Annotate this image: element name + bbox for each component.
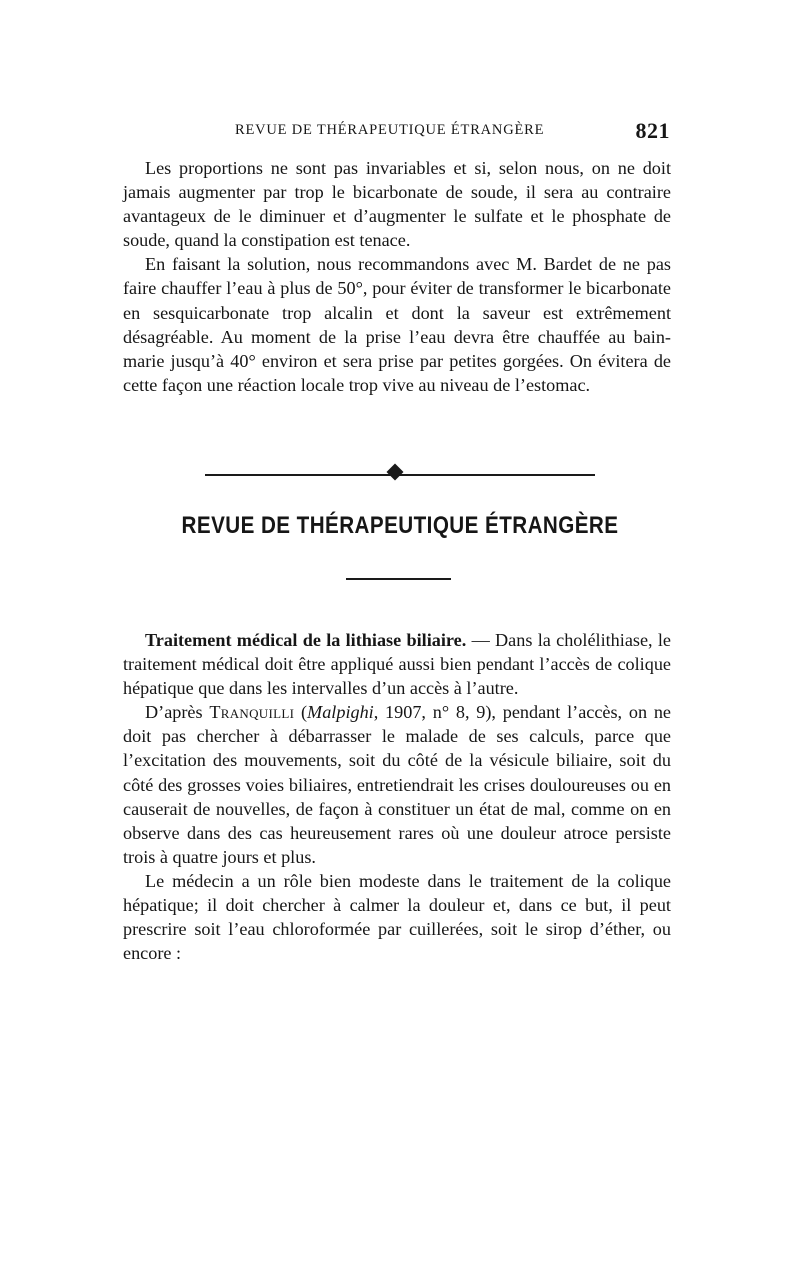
author-name: Tranquilli <box>209 702 295 723</box>
section-title: REVUE DE THÉRAPEUTIQUE ÉTRANGÈRE <box>181 512 619 539</box>
continued-text <box>123 156 671 397</box>
short-rule <box>346 578 451 580</box>
article-text <box>123 628 671 965</box>
running-title: REVUE DE THÉRAPEUTIQUE ÉTRANGÈRE <box>235 122 545 138</box>
page-number: 821 <box>635 118 670 143</box>
paragraph-body: , 1907, n° 8, 9), pendant l’accès, on ne doit pas chercher à débarrasser le malade de ses calculs, parce que l’excitation des mouvements, soit du côté de la vésicule biliaire, soit du côté des grosses voies biliaires, entretiendrait les crises douloureuses ou en causerait de nouvelles, de façon à constituer un état de mal, comme on en observe dans des cas heureusement rares où une douleur atroce persiste trois à quatre jours et plus. <box>123 702 671 867</box>
paragraph: En faisant la solution, nous recommandons avec M. Bardet de ne pas faire chauffer l’eau à plus de 50°, pour éviter de transformer le bicarbonate en sesquicarbonate trop alcalin et dont la saveur est extrêmement désagréable. Au moment de la prise l’eau devra être chauffée au bain-marie jusqu’à 40° environ et sera prise par petites gorgées. On évitera de cette façon une réaction locale trop vive au niveau de l’estomac. <box>123 254 671 395</box>
paragraph <box>123 700 671 869</box>
paragraph: Le médecin a un rôle bien modeste dans le traitement de la colique hépatique; il doit chercher à calmer la douleur et, dans ce but, il peut prescrire soit l’eau chloroformée par cuillerées, soit le sirop d’éther, ou encore : <box>123 870 671 964</box>
journal-name: Malpighi <box>307 702 374 723</box>
divider-diamond-ornament <box>387 464 404 481</box>
paragraph-punct: ( <box>294 702 308 723</box>
article-intro-text: — Dans la cholélithiase, le traitement médical doit être appliqué aussi bien pendant l’accès de colique hépatique que dans les intervalles d’un accès à l’autre. <box>123 630 672 699</box>
article-intro-paragraph <box>123 628 671 700</box>
running-header <box>130 118 670 144</box>
article-runin-title: Traitement médical de la lithiase biliaire. <box>145 630 467 650</box>
paragraph-lead: D’après <box>145 702 210 723</box>
paragraph: Les proportions ne sont pas invariables et si, selon nous, on ne doit jamais augmenter par trop le bicarbonate de soude, il sera au contraire avantageux de le diminuer et d’augmenter le sulfate et le phosphate de soude, quand la constipation est tenace. <box>123 158 671 251</box>
